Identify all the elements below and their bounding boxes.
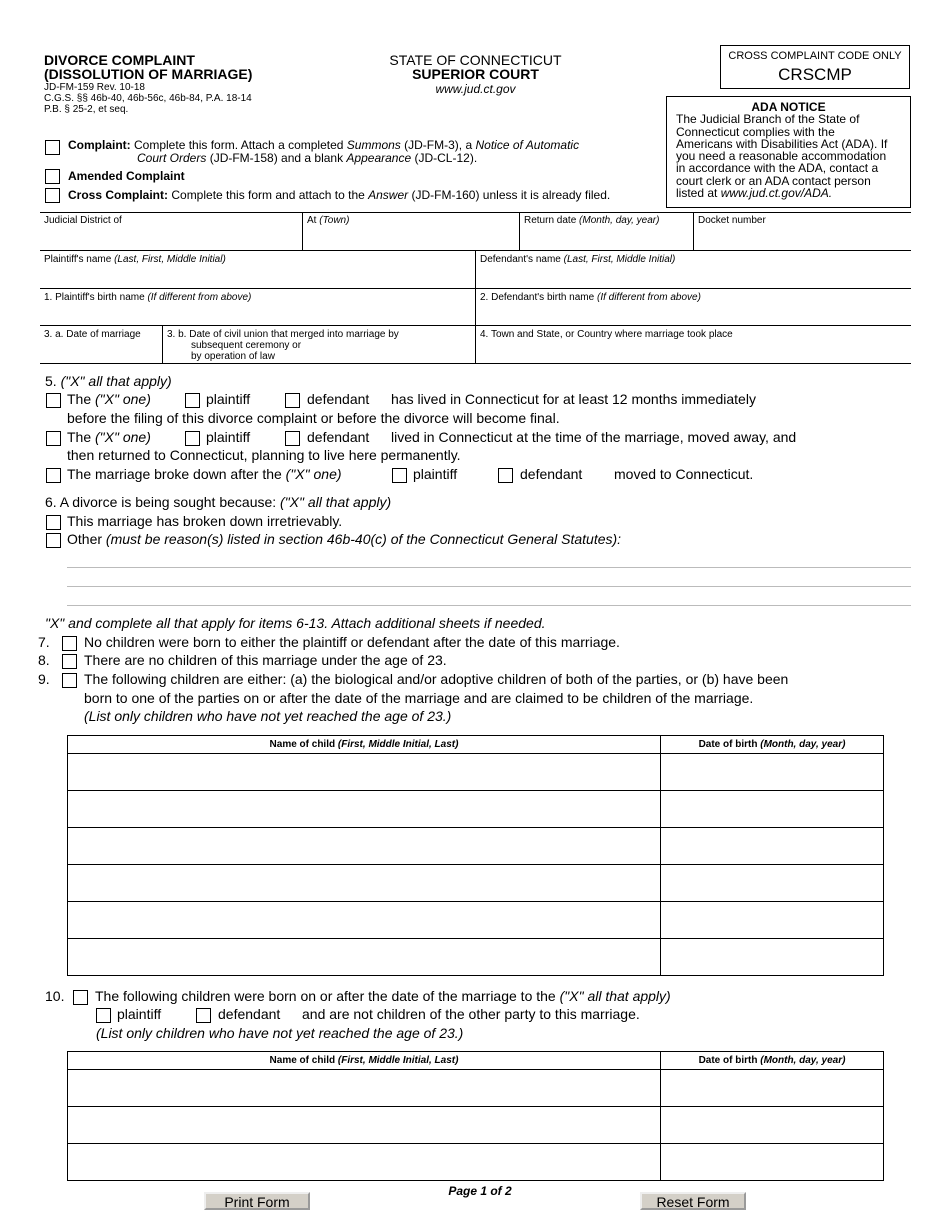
ada-line: court clerk or an ADA contact person xyxy=(676,173,871,188)
marriage-place-field[interactable]: 4. Town and State, or Country where marriage took place xyxy=(476,326,911,364)
reset-form-button[interactable]: Reset Form xyxy=(640,1192,746,1210)
judicial-district-field[interactable]: Judicial District of xyxy=(40,212,303,251)
child-name-cell[interactable] xyxy=(68,1107,661,1144)
item-8-checkbox[interactable] xyxy=(62,654,77,669)
amended-complaint-label: Amended Complaint xyxy=(68,169,185,183)
child-dob-cell[interactable] xyxy=(661,754,884,791)
s5-option1-checkbox[interactable] xyxy=(46,393,61,408)
table-row xyxy=(68,865,884,902)
item-9-checkbox[interactable] xyxy=(62,673,77,688)
cross-complaint-code-box xyxy=(720,45,910,89)
defendant-name-field[interactable]: Defendant's name (Last, First, Middle Initial) xyxy=(476,251,911,289)
item-10-checkbox[interactable] xyxy=(73,990,88,1005)
s5-option1-plaintiff-checkbox[interactable] xyxy=(185,393,200,408)
item-7-checkbox[interactable] xyxy=(62,636,77,651)
table-row xyxy=(68,791,884,828)
ada-notice xyxy=(666,96,911,208)
cross-complaint-text: Cross Complaint: Complete this form and attach to the Answer (JD-FM-160) unless it is already filed. xyxy=(68,188,611,202)
s5-option2-defendant-checkbox[interactable] xyxy=(285,431,300,446)
form-number: JD-FM-159 Rev. 10-18 xyxy=(44,82,145,93)
ada-line: Americans with Disabilities Act (ADA). If xyxy=(676,136,888,151)
cross-code-label: CROSS COMPLAINT CODE ONLY xyxy=(728,50,902,62)
ada-line: The Judicial Branch of the State of xyxy=(676,112,860,127)
complaint-text: Complaint: Complete this form. Attach a completed Summons (JD-FM-3), a Notice of Automatic xyxy=(68,138,580,152)
date-of-marriage-field[interactable]: 3. a. Date of marriage xyxy=(40,326,163,364)
plaintiff-birth-name-field[interactable]: 1. Plaintiff's birth name (If different from above) xyxy=(40,289,476,326)
ada-line: you need a reasonable accommodation xyxy=(676,149,887,164)
ada-line: in accordance with the ADA, contact a xyxy=(676,161,879,176)
child-dob-cell[interactable] xyxy=(661,791,884,828)
children-table-9 xyxy=(67,735,884,976)
table-row xyxy=(68,828,884,865)
s5-option3-checkbox[interactable] xyxy=(46,468,61,483)
col-date-of-birth: Date of birth (Month, day, year) xyxy=(661,1052,884,1070)
col-date-of-birth: Date of birth (Month, day, year) xyxy=(661,736,884,754)
children-table-10 xyxy=(67,1051,884,1181)
other-reason-line[interactable] xyxy=(67,567,911,568)
s5-option3-defendant-checkbox[interactable] xyxy=(498,468,513,483)
child-dob-cell[interactable] xyxy=(661,828,884,865)
s5-option2-checkbox[interactable] xyxy=(46,431,61,446)
other-reason-line[interactable] xyxy=(67,605,911,606)
defendant-birth-name-field[interactable]: 2. Defendant's birth name (If different from above) xyxy=(476,289,911,326)
child-name-cell[interactable] xyxy=(68,791,661,828)
item-10-plaintiff-checkbox[interactable] xyxy=(96,1008,111,1023)
child-name-cell[interactable] xyxy=(68,939,661,976)
page-number: Page 1 of 2 xyxy=(448,1184,512,1198)
town-field[interactable]: At (Town) xyxy=(303,212,520,251)
ada-link[interactable]: www.jud.ct.gov/ADA. xyxy=(720,186,833,201)
complaint-text-line2: Court Orders (JD-FM-158) and a blank Appearance (JD-CL-12). xyxy=(137,151,478,165)
website: www.jud.ct.gov xyxy=(435,82,516,96)
child-name-cell[interactable] xyxy=(68,828,661,865)
table-row xyxy=(68,902,884,939)
docket-number-field[interactable]: Docket number xyxy=(694,212,911,251)
state-name: STATE OF CONNECTICUT xyxy=(389,52,562,68)
table-row xyxy=(68,754,884,791)
statutes: C.G.S. §§ 46b-40, 46b-56c, 46b-84, P.A. 18-14 xyxy=(44,93,252,104)
child-dob-cell[interactable] xyxy=(661,939,884,976)
practice-book: P.B. § 25-2, et seq. xyxy=(44,104,129,115)
child-dob-cell[interactable] xyxy=(661,1070,884,1107)
form-subtitle: (DISSOLUTION OF MARRIAGE) xyxy=(44,66,253,82)
child-dob-cell[interactable] xyxy=(661,1144,884,1181)
child-name-cell[interactable] xyxy=(68,754,661,791)
s5-option2-plaintiff-checkbox[interactable] xyxy=(185,431,200,446)
cross-code: CRSCMP xyxy=(778,65,852,84)
child-name-cell[interactable] xyxy=(68,1144,661,1181)
item-10-defendant-checkbox[interactable] xyxy=(196,1008,211,1023)
ada-line: listed at www.jud.ct.gov/ADA. xyxy=(676,186,833,201)
other-reason-checkbox[interactable] xyxy=(46,533,61,548)
child-dob-cell[interactable] xyxy=(661,902,884,939)
child-name-cell[interactable] xyxy=(68,865,661,902)
complaint-checkbox[interactable] xyxy=(45,140,60,155)
child-dob-cell[interactable] xyxy=(661,865,884,902)
s5-option1-defendant-checkbox[interactable] xyxy=(285,393,300,408)
form-title: DIVORCE COMPLAINT xyxy=(44,52,195,68)
section-5-heading: 5. ("X" all that apply) xyxy=(45,373,172,389)
s5-option3-plaintiff-checkbox[interactable] xyxy=(392,468,407,483)
child-dob-cell[interactable] xyxy=(661,1107,884,1144)
civil-union-date-field[interactable]: 3. b. Date of civil union that merged into marriage by subsequent ceremony or by operation of law xyxy=(163,326,476,364)
table-row xyxy=(68,939,884,976)
child-name-cell[interactable] xyxy=(68,1070,661,1107)
plaintiff-name-field[interactable]: Plaintiff's name (Last, First, Middle Initial) xyxy=(40,251,476,289)
cross-complaint-checkbox[interactable] xyxy=(45,188,60,203)
print-form-button[interactable]: Print Form xyxy=(204,1192,310,1210)
col-child-name: Name of child (First, Middle Initial, Last) xyxy=(68,1052,661,1070)
other-reason-line[interactable] xyxy=(67,586,911,587)
return-date-field[interactable]: Return date (Month, day, year) xyxy=(520,212,694,251)
amended-complaint-checkbox[interactable] xyxy=(45,169,60,184)
table-row xyxy=(68,1144,884,1181)
table-row xyxy=(68,1070,884,1107)
irretrievable-checkbox[interactable] xyxy=(46,515,61,530)
ada-line: Connecticut complies with the xyxy=(676,124,835,139)
court-name: SUPERIOR COURT xyxy=(412,66,539,82)
child-name-cell[interactable] xyxy=(68,902,661,939)
section-6-heading: 6. A divorce is being sought because: ("X" all that apply) xyxy=(45,494,392,510)
col-child-name: Name of child (First, Middle Initial, Last) xyxy=(68,736,661,754)
ada-title: ADA NOTICE xyxy=(751,100,826,114)
table-row xyxy=(68,1107,884,1144)
children-instruction: "X" and complete all that apply for items 6-13. Attach additional sheets if needed. xyxy=(45,615,546,631)
